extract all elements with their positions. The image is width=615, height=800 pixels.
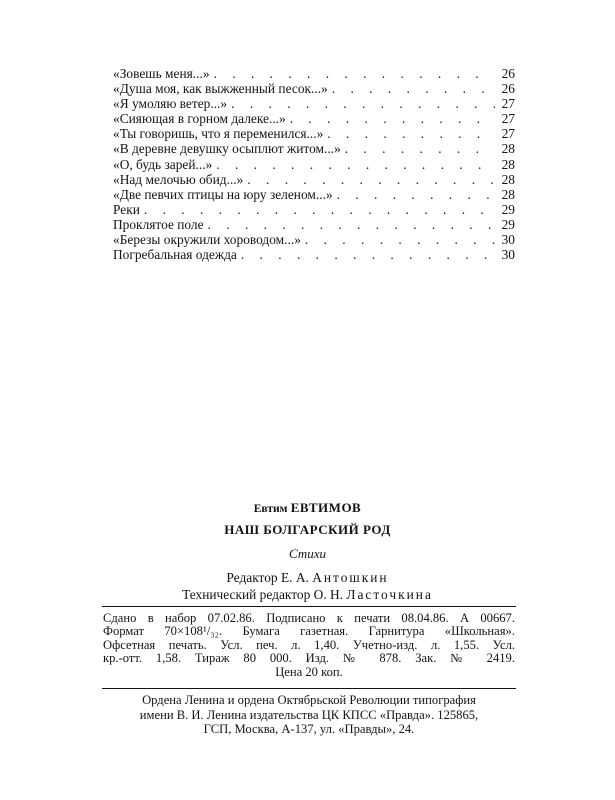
specs-line: Офсетная печать. Усл. печ. л. 1,40. Учетно-изд. л. 1,55. Усл. [103,637,515,652]
book-genre: Стихи [288,546,326,561]
toc-leader-dots [241,247,495,262]
tech-editor-credit [0,587,615,603]
publication-specs [103,612,515,679]
toc-entry-title: «Березы окружили хороводом...» [113,232,301,248]
specs-line: Сдано в набор 07.02.86. Подписано к печати 08.04.86. А 00667. [103,611,515,625]
toc-entry-title: Погребальная одежда [113,247,237,263]
book-title: НАШ БОЛГАРСКИЙ РОД [224,522,391,537]
toc-entry [113,81,515,96]
toc-entry-page: 27 [501,126,515,142]
editor-label: Редактор Е. А. [226,570,309,585]
toc-entry-page: 26 [501,81,515,97]
toc-leader-dots [144,202,495,217]
author-last-name: ЕВТИМОВ [290,500,362,515]
toc-entry-title: Проклятое поле [113,216,204,232]
toc-entry-page: 29 [501,216,515,232]
toc-entry-title: «Ты говоришь, что я переменился...» [113,126,324,142]
toc-leader-dots [305,232,495,247]
editor-name: Антошкин [312,570,389,585]
toc-entry [113,66,515,81]
toc-entry [113,247,515,262]
toc-entry [113,172,515,187]
toc-entry-page: 28 [501,171,515,187]
toc-leader-dots [290,111,495,126]
toc-entry-title: «Зовешь меня...» [113,66,210,81]
specs-line: кр.-отт. 1,58. Тираж 80 000. Изд. № 878. Зак. № 2419. [103,651,515,666]
printer-line: ГСП, Москва, А-137, ул. «Правды», 24. [203,722,415,737]
tech-editor-label: Технический редактор О. Н. [182,587,344,602]
printer-info [103,693,515,737]
toc-entry-page: 28 [501,156,515,172]
toc-entry-page: 30 [501,247,515,263]
author-name [0,500,615,516]
toc-entry [113,157,515,172]
divider-bottom [102,688,516,689]
toc-entry-title: «Я умоляю ветер...» [113,96,228,112]
toc-entry-title: «Сияющая в горном далеке...» [113,111,286,127]
toc-entry-page: 30 [501,232,515,248]
toc-leader-dots [345,141,495,156]
table-of-contents [113,66,515,262]
toc-entry [113,202,515,217]
toc-entry-page: 27 [501,96,515,112]
editor-credit [0,570,615,586]
toc-entry-title: «Над мелочью обид...» [113,171,244,187]
toc-entry [113,111,515,126]
toc-leader-dots [208,217,495,232]
printer-line: Ордена Ленина и ордена Октябрьской Революции типография [142,693,476,707]
toc-entry-title: «О, будь зарей...» [113,156,213,172]
printer-line: имени В. И. Ленина издательства ЦК КПСС «Правда». 125865, [139,707,479,722]
price-line: Цена 20 коп. [275,664,343,679]
toc-entry-title: Реки [113,201,140,217]
toc-entry-page: 29 [501,201,515,217]
toc-entry-title: «В деревне девушку осыплют житом...» [113,141,341,157]
toc-leader-dots [327,126,495,141]
toc-leader-dots [231,96,495,111]
toc-leader-dots [216,157,495,172]
toc-entry [113,232,515,247]
toc-entry-page: 28 [501,141,515,157]
toc-entry [113,96,515,111]
toc-entry-page: 28 [501,186,515,202]
author-first-name: Евтим [253,503,288,515]
toc-entry [113,141,515,156]
toc-entry-page: 26 [501,66,515,81]
toc-entry-page: 27 [501,111,515,127]
toc-leader-dots [332,81,495,96]
toc-leader-dots [214,66,495,81]
tech-editor-name: Ласточкина [346,587,433,602]
toc-leader-dots [247,172,495,187]
divider-top [102,606,516,607]
toc-leader-dots [337,187,495,202]
toc-entry-title: «Душа моя, как выжженный песок...» [113,81,328,97]
toc-entry [113,217,515,232]
specs-line: Формат 70×108¹/₃₂. Бумага газетная. Гарнитура «Школьная». [103,624,515,639]
toc-entry-title: «Две певчих птицы на юру зеленом...» [113,186,333,202]
toc-entry [113,126,515,141]
toc-entry [113,187,515,202]
